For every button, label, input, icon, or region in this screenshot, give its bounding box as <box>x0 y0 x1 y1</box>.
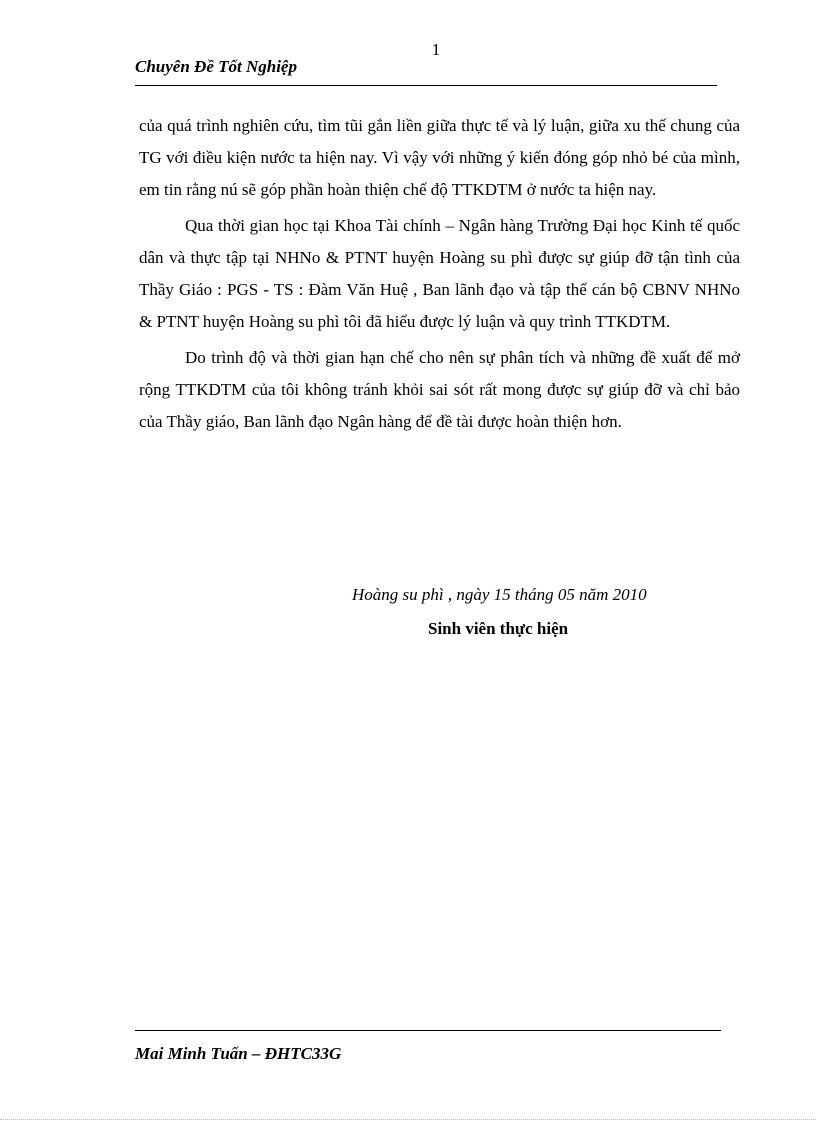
signature-place-date: Hoàng su phì , ngày 15 tháng 05 năm 2010 <box>352 585 647 604</box>
signature-role: Sinh viên thực hiện <box>428 619 569 638</box>
page-number: 1 <box>431 40 441 59</box>
paragraph-continuation: của quá trình nghiên cứu, tìm tũi gắn liền giữa thực tế và lý luận, giữa xu thế chung của TG với điều kiện nước ta hiện nay. Vì vậy với những ý kiến đóng góp nhỏ bé của mình, em tin rằng nú sẽ góp phần hoàn thiện chế độ TTKDTM ở nước ta hiện nay. <box>139 116 740 199</box>
footer-divider <box>135 1030 721 1031</box>
page-bottom-edge <box>0 1119 816 1120</box>
paragraph-closing: Do trình độ và thời gian hạn chế cho nên sự phân tích và những đề xuất để mở rộng TTKDTM của tôi không tránh khỏi sai sót rất mong được sự giúp đỡ và chỉ bảo của Thầy giáo, Ban lãnh đạo Ngân hàng để đề tài được hoàn thiện hơn. <box>139 348 740 431</box>
footer-author: Mai Minh Tuấn – ĐHTC33G <box>135 1044 342 1063</box>
document-body <box>139 110 740 442</box>
paragraph-acknowledgement: Qua thời gian học tại Khoa Tài chính – Ngân hàng Trường Đại học Kinh tế quốc dân và thực tập tại NHNo & PTNT huyện Hoàng su phì được sự giúp đỡ tận tình của Thầy Giáo : PGS - TS : Đàm Văn Huệ , Ban lãnh đạo và tập thể cán bộ CBNV NHNo & PTNT huyện Hoàng su phì tôi đã hiểu được lý luận và quy trình TTKDTM. <box>139 216 740 331</box>
header-title: Chuyên Đề Tốt Nghiệp <box>135 57 297 76</box>
header-divider <box>135 85 717 86</box>
